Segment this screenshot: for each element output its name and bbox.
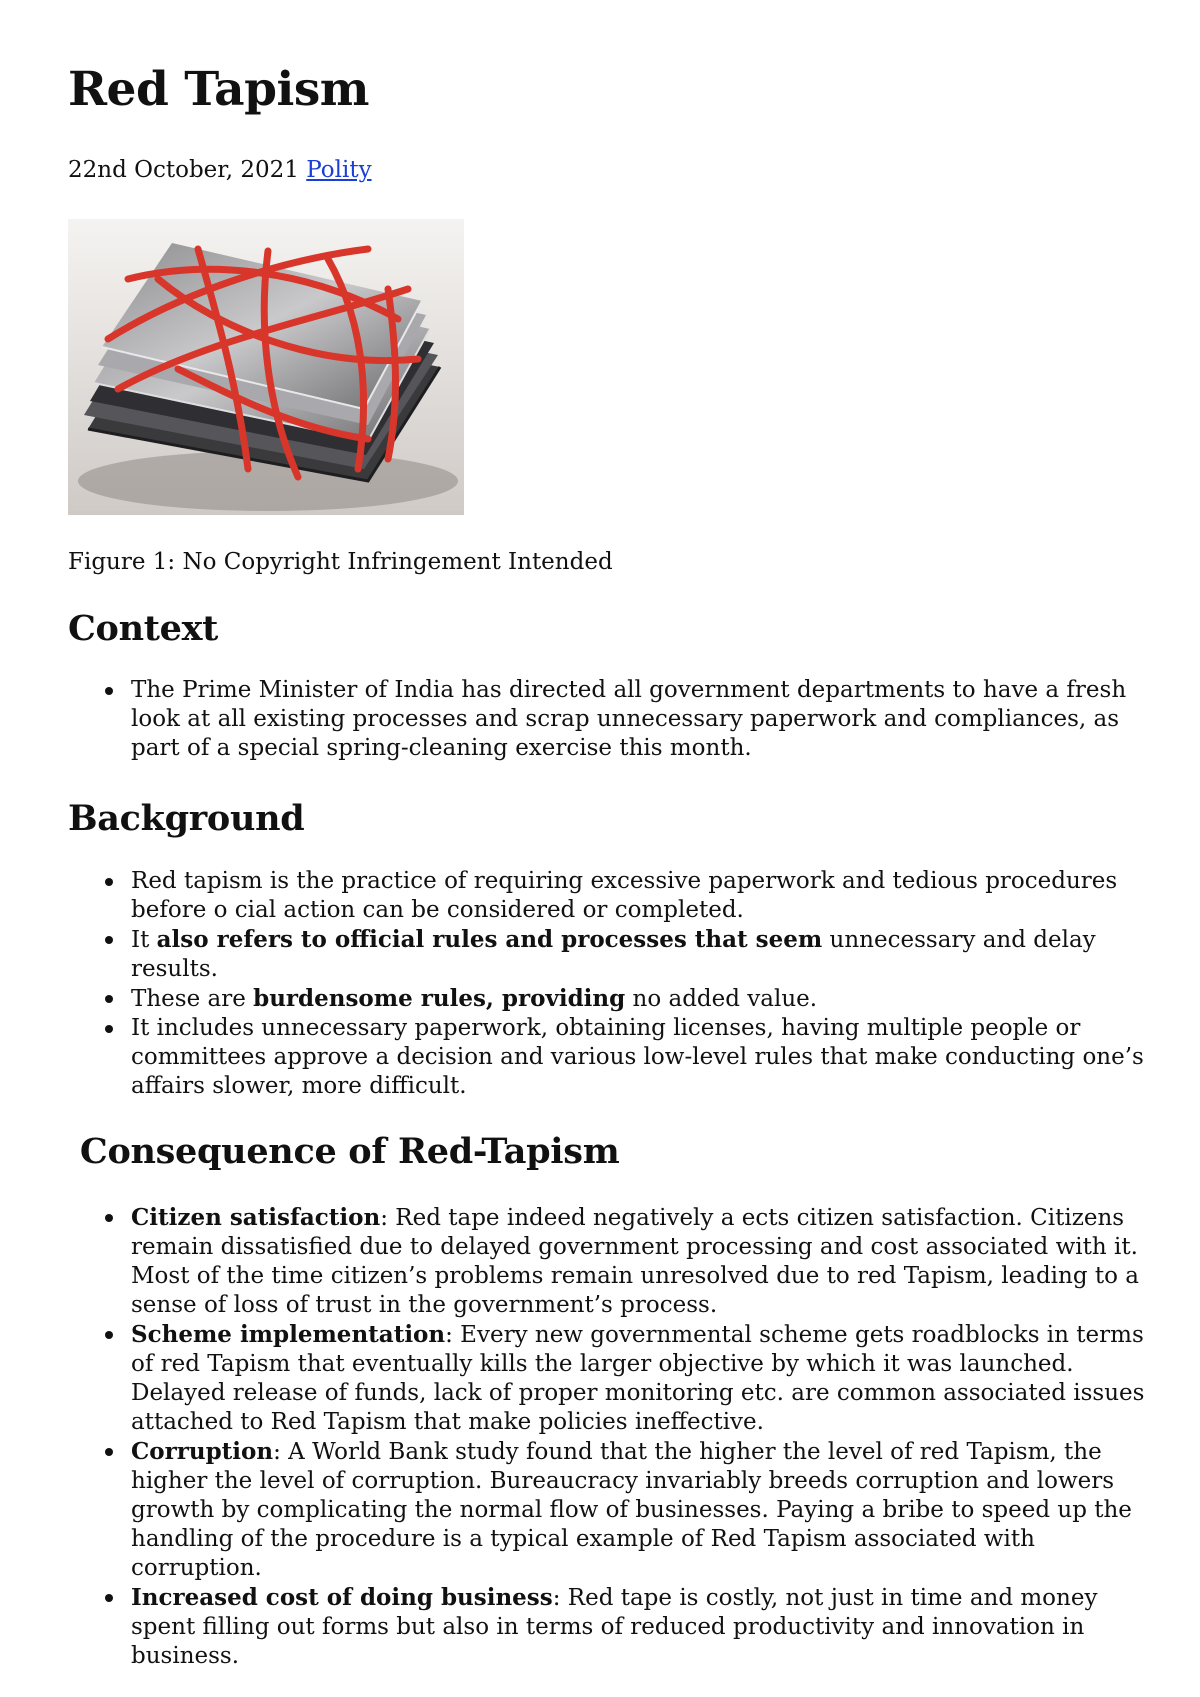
red-tape-files-image — [68, 219, 464, 515]
category-link[interactable]: Polity — [306, 157, 372, 183]
list-item: Citizen satisfaction: Red tape indeed negatively a ects citizen satisfaction. Citizens remain dissatisfied due to delayed government processing and cost associated with it. Most of the time citizen’s problems remain unresolved due to red Tapism, leading to a sense of loss of trust in the government’s process. — [68, 1203, 1148, 1320]
background-list — [68, 867, 1148, 1101]
list-item: Scheme implementation: Every new governmental scheme gets roadblocks in terms of red Tapism that eventually kills the larger objective by which it was launched. Delayed release of funds, lack of proper monitoring etc. are common associated issues attached to Red Tapism that make policies ineffective. — [68, 1320, 1148, 1437]
list-item: These are burdensome rules, providing no added value. — [68, 984, 1148, 1014]
figure-caption: Figure 1: No Copyright Infringement Intended — [68, 549, 613, 575]
page-title: Red Tapism — [68, 62, 370, 117]
list-item: The Prime Minister of India has directed all government departments to have a fresh look at all existing processes and scrap unnecessary paperwork and compliances, as part of a special spring-cleaning exercise this month. — [68, 676, 1148, 763]
list-item: It also refers to official rules and processes that seem unnecessary and delay results. — [68, 925, 1148, 984]
post-meta — [68, 156, 372, 185]
list-item: Red tapism is the practice of requiring excessive paperwork and tedious procedures before o cial action can be considered or completed. — [68, 867, 1148, 925]
consequence-heading: Consequence of Red-Tapism — [68, 1131, 620, 1172]
list-item: It includes unnecessary paperwork, obtaining licenses, having multiple people or committees approve a decision and various low-level rules that make conducting one’s affairs slower, more difficult. — [68, 1014, 1148, 1101]
list-item: Corruption: A World Bank study found that the higher the level of red Tapism, the higher the level of corruption. Bureaucracy invariably breeds corruption and lowers growth by complicating the normal flow of businesses. Paying a bribe to speed up the handling of the procedure is a typical example of Red Tapism associated with corruption. — [68, 1437, 1148, 1583]
context-heading: Context — [68, 608, 219, 649]
background-heading: Background — [68, 798, 305, 839]
list-item: Increased cost of doing business: Red tape is costly, not just in time and money spent filling out forms but also in terms of reduced productivity and innovation in business. — [68, 1583, 1148, 1671]
context-list — [68, 676, 1148, 763]
post-date: 22nd October, 2021 — [68, 157, 299, 183]
consequence-list — [68, 1203, 1148, 1671]
